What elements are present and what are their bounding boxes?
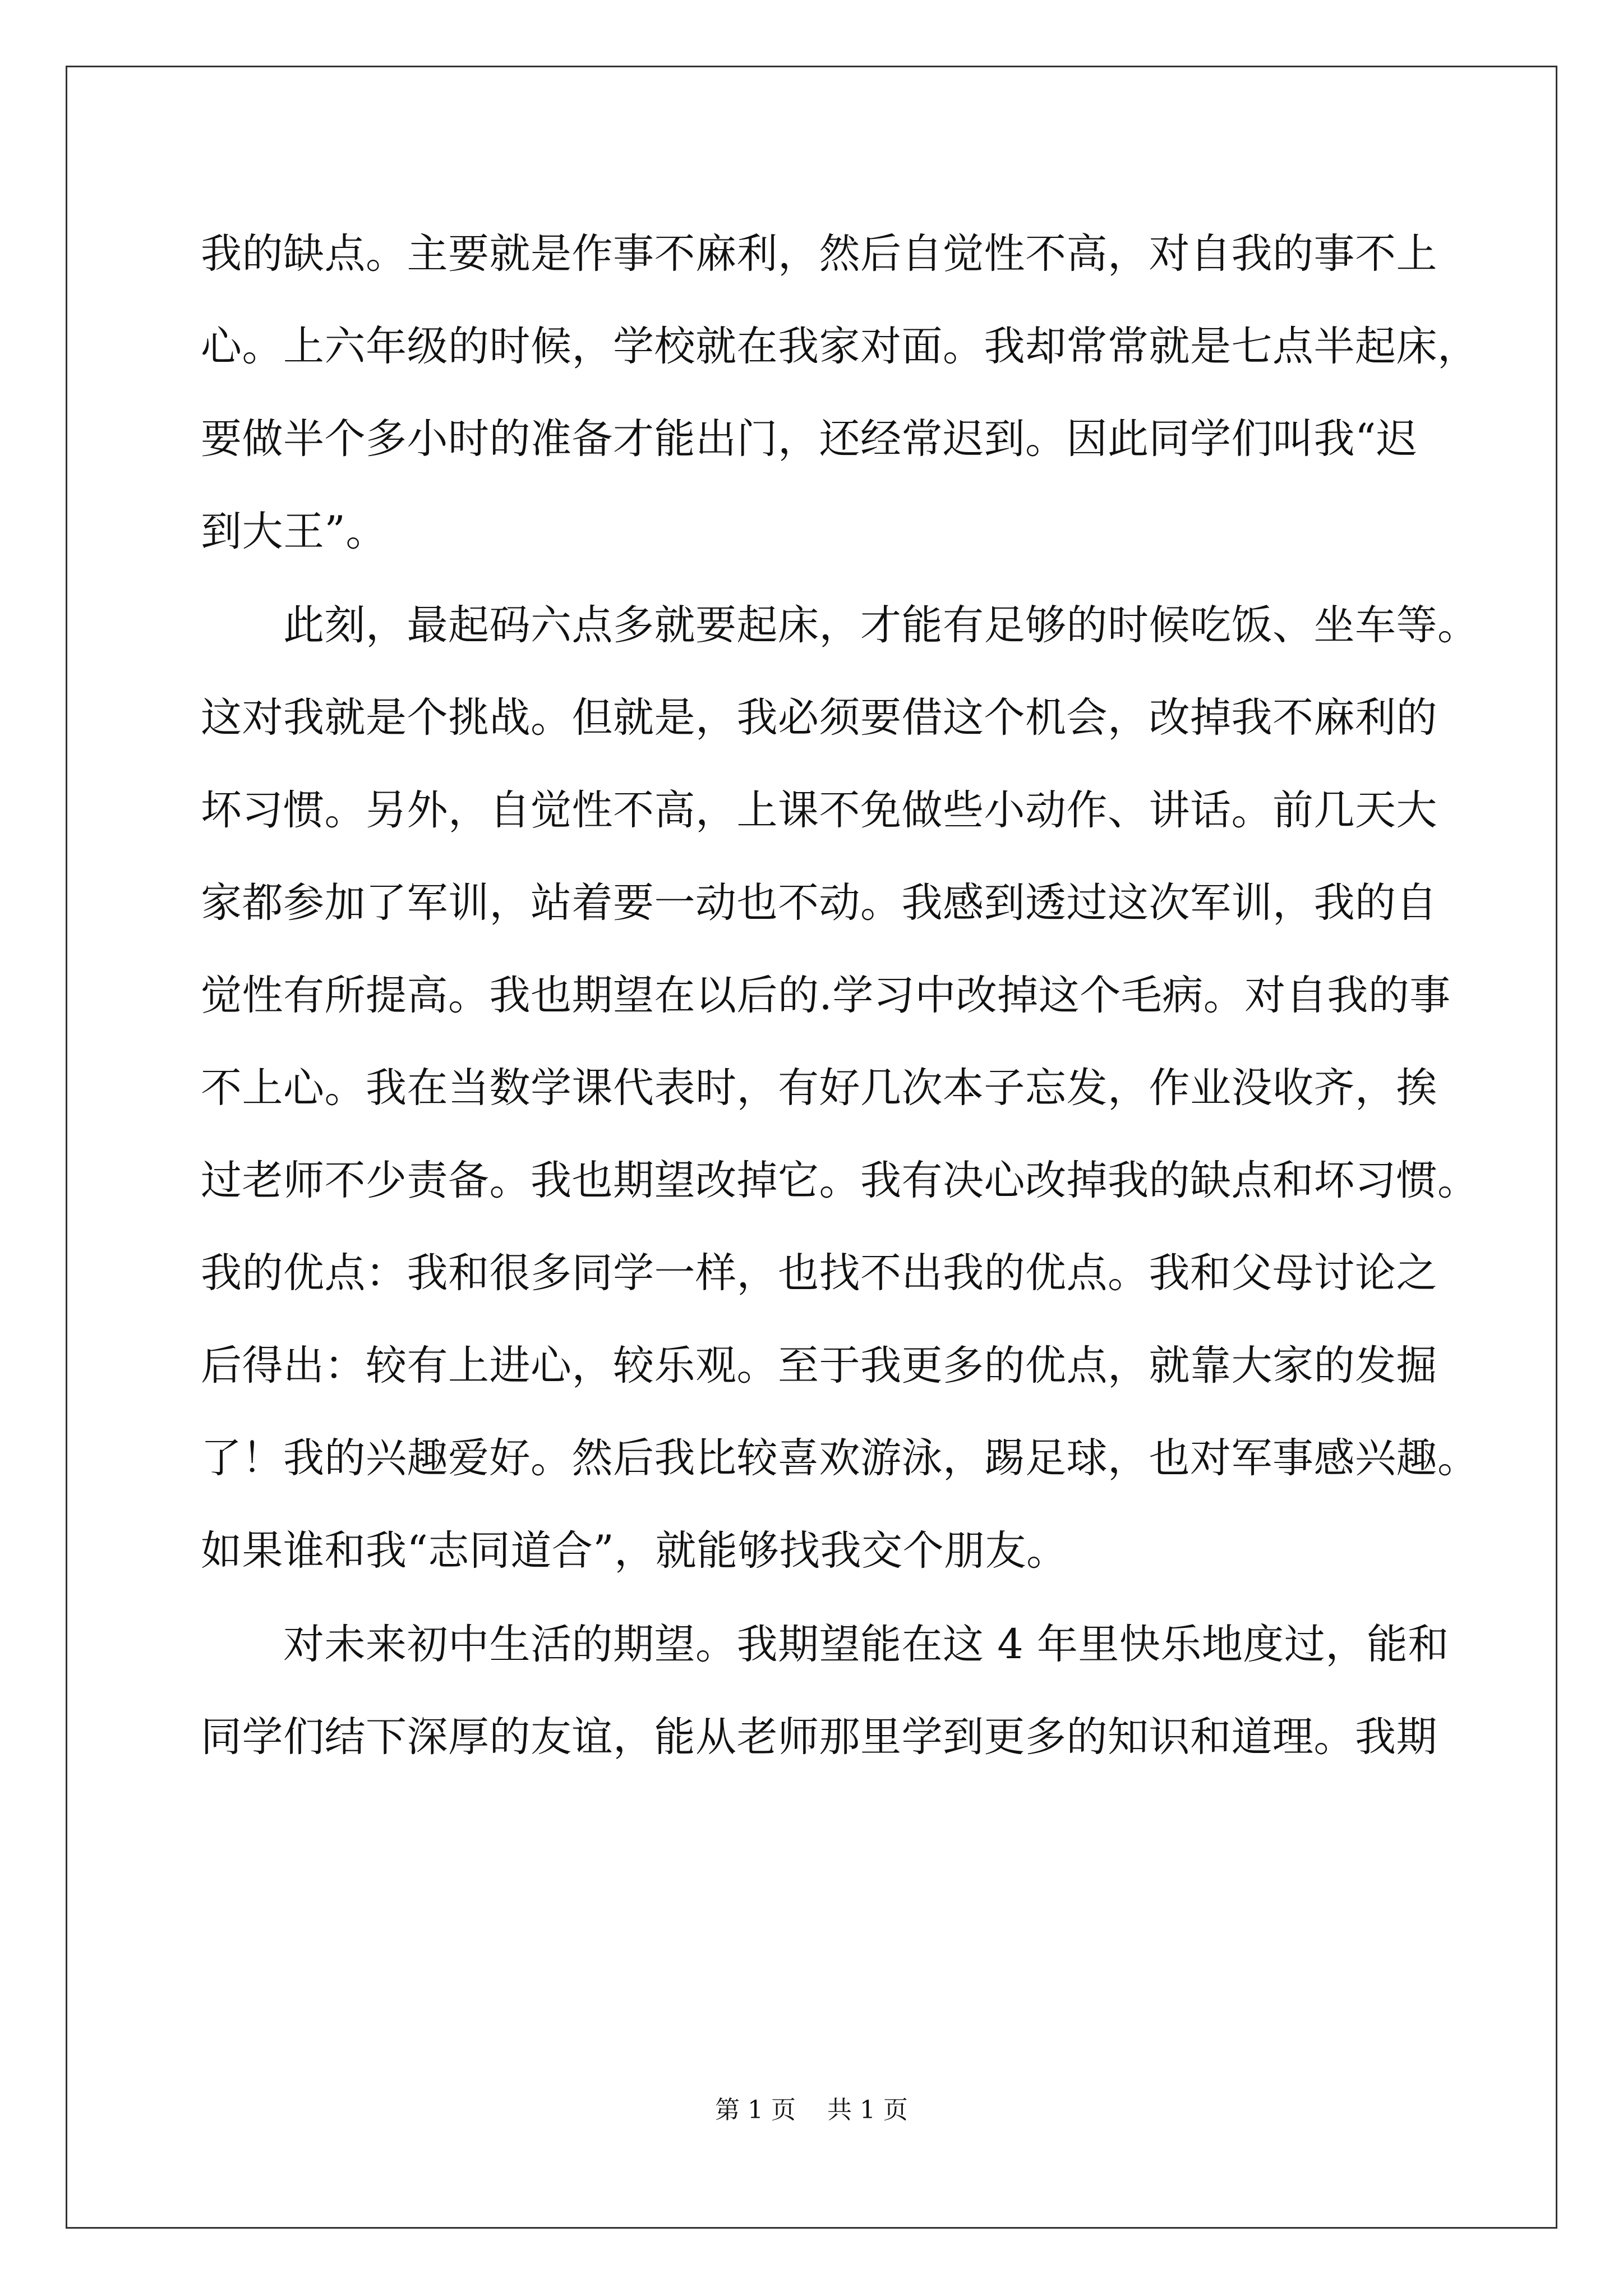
text-line: 到大王”。 xyxy=(201,508,387,555)
text-line: 要做半个多小时的准备才能出门，还经常迟到。因此同学们叫我“迟 xyxy=(201,415,1418,463)
text-line: 同学们结下深厚的友谊，能从老师那里学到更多的知识和道理。我期 xyxy=(201,1713,1437,1761)
text-line: 我的优点：我和很多同学一样，也找不出我的优点。我和父母讨论之 xyxy=(201,1249,1437,1297)
text-line: 我的缺点。主要就是作事不麻利，然后自觉性不高，对自我的事不上 xyxy=(201,230,1437,278)
text-line: 不上心。我在当数学课代表时，有好几次本子忘发，作业没收齐，挨 xyxy=(201,1064,1437,1112)
text-line: 家都参加了军训，站着要一动也不动。我感到透过这次军训，我的自 xyxy=(201,879,1437,927)
text-line: 了！我的兴趣爱好。然后我比较喜欢游泳，踢足球，也对军事感兴趣。 xyxy=(201,1434,1479,1482)
text-line: 后得出：较有上进心，较乐观。至于我更多的优点，就靠大家的发掘 xyxy=(201,1342,1437,1389)
text-line: 这对我就是个挑战。但就是，我必须要借这个机会，改掉我不麻利的 xyxy=(201,694,1437,742)
page-footer: 第 1 页 共 1 页 xyxy=(715,2096,908,2124)
text-line: 过老师不少责备。我也期望改掉它。我有决心改掉我的缺点和坏习惯。 xyxy=(201,1157,1479,1204)
document-body xyxy=(201,208,1479,1783)
text-line: 觉性有所提高。我也期望在以后的.学习中改掉这个毛病。对自我的事 xyxy=(201,972,1451,1019)
text-line: 此刻，最起码六点多就要起床，才能有足够的时候吃饭、坐车等。 xyxy=(201,601,1479,649)
text-line: 如果谁和我“志同道合”，就能够找我交个朋友。 xyxy=(201,1527,1068,1575)
text-line: 心。上六年级的时候，学校就在我家对面。我却常常就是七点半起床， xyxy=(201,323,1479,370)
text-line: 坏习惯。另外，自觉性不高，上课不免做些小动作、讲话。前几天大 xyxy=(201,786,1437,834)
text-line: 对未来初中生活的期望。我期望能在这 4 年里快乐地度过，能和 xyxy=(201,1621,1449,1668)
